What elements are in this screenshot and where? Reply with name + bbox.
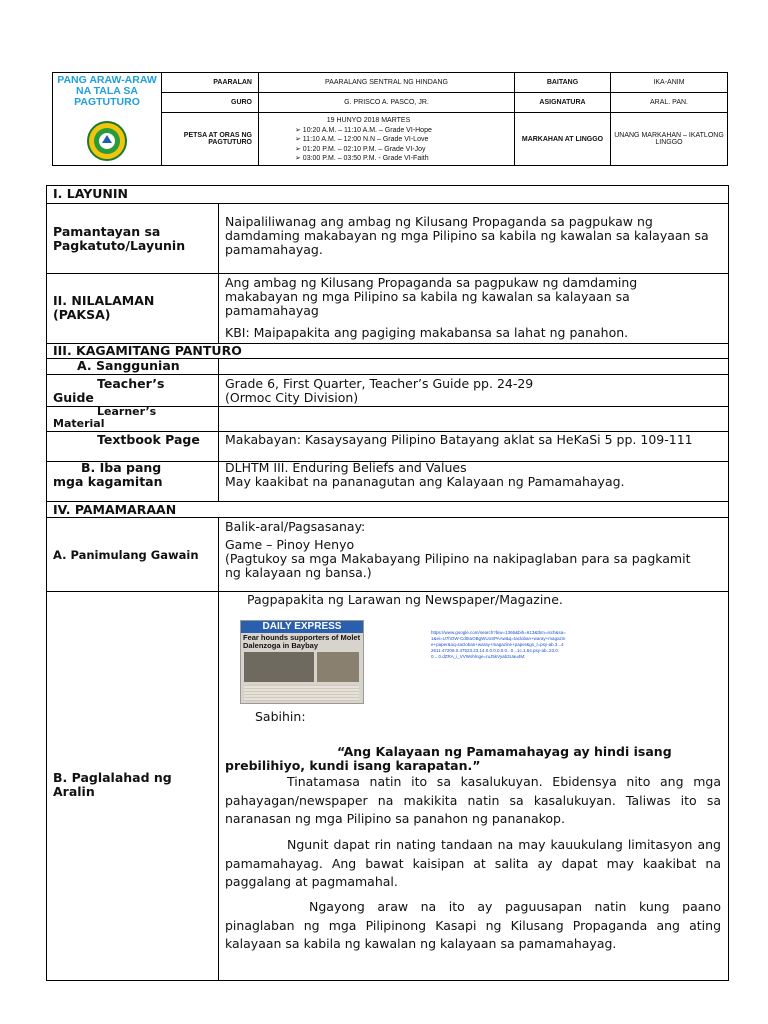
- row-panimulang-gawain: [47, 518, 728, 592]
- teachers-text: Grade 6, First Quarter, Teacher’s Guide pp. 24-29: [225, 376, 534, 391]
- row-paglalahad: [47, 592, 728, 980]
- row-sanggunian: [47, 359, 728, 375]
- kbi-text: KBI: Maipapakita ang pagiging makabansa sa lahat ng panahon.: [225, 325, 629, 340]
- game-text: Game – Pinoy Henyo: [225, 537, 355, 552]
- iba-text-dlhtm: DLHTM III. Enduring Beliefs and Values: [225, 460, 467, 475]
- petsa-label: PETSA AT ORAS NG PAGTUTURO: [161, 113, 259, 165]
- schedule-item: ➢ 10:20 A.M. – 11:10 A.M. – Grade VI-Hope: [295, 126, 432, 134]
- row-pamamaraan: [47, 502, 728, 518]
- section-heading-kagamitan: III. KAGAMITANG PANTURO: [53, 343, 242, 358]
- nilalaman-text: Ang ambag ng Kilusang Propaganda sa pagpukaw ng damdaming makabayan ng mga Pilipino sa kabila ng kawalan sa kalayaan sa pamamahayag: [225, 275, 638, 318]
- newspaper-photo: [317, 652, 359, 682]
- schedule-cell: [259, 113, 515, 165]
- learners-empty-cell: [219, 407, 728, 431]
- image-source-link[interactable]: https://www.google.com/search?biw=1366&bih=613&tbm=isch&sa=1&ei=U7hOW-Cd0IaOBgWUoSPAAw&q=tacloban+waray+magazine+paper&oq=tacloban+waray+magazine+paper&gs_l=psy-ab.3...42611.47208.0.47523.23.14.0.0.0.0.0.0...0...1c.1.64.psy-ab..23.0.0....0.dZRA_i_VVWohlnge=ruJ5kVyab3Uau4M:: [431, 630, 566, 659]
- paglalahad-label: B. Paglalahad ng Aralin: [53, 770, 172, 799]
- learners-label: Learner’s Material: [53, 405, 157, 430]
- nilalaman-label-cell: [47, 274, 219, 343]
- nilalaman-label: II. NILALAMAN (PAKSA): [53, 293, 155, 322]
- textbook-text: Makabayan: Kasaysayang Pilipino Batayang aklat sa HeKaSi 5 pp. 109-111: [225, 432, 693, 447]
- pamantayan-label: Pamantayan sa Pagkatuto/Layunin: [53, 223, 186, 253]
- guro-value: G. PRISCO A. PASCO, JR.: [259, 93, 515, 112]
- asignatura-label: ASIGNATURA: [515, 93, 611, 112]
- section-heading-layunin: I. LAYUNIN: [53, 186, 128, 201]
- paragraph-ngunit: Ngunit dapat rin nating tandaan na may kauukulang limitasyon ang pamamahayag. Ang bawat kaisipan at salita ay dapat may kaakibat na paggalang at pagmamahal.: [225, 837, 721, 889]
- sanggunian-cell: [47, 359, 219, 374]
- teachers-text-division: (Ormoc City Division): [225, 390, 359, 405]
- header-table: [52, 72, 728, 166]
- row-kagamitan: [47, 344, 728, 359]
- newspaper-photo: [244, 652, 314, 682]
- logo-title: PANG ARAW-ARAW NA TALA SA PAGTUTURO: [57, 74, 157, 108]
- textbook-text-cell: [219, 432, 728, 461]
- asignatura-value: ARAL. PAN.: [650, 99, 688, 106]
- paaralan-label: PAARALAN: [161, 73, 259, 92]
- schedule-item: ➢ 01:20 P.M. – 02:10 P.M. – Grade VI-Joy: [295, 145, 426, 153]
- markahan-label: MARKAHAN AT LINGGO: [515, 113, 611, 165]
- teachers-label: Teacher’s Guide: [53, 376, 165, 405]
- textbook-label-cell: [47, 432, 219, 461]
- schedule-item: ➢ 11:10 A.M. – 12:00 N.N – Grade VI-Love: [295, 136, 429, 143]
- schedule-item: ➢ 03:00 P.M. – 03:50 P.M. - Grade VI-Faith: [295, 155, 429, 162]
- lesson-plan-table: [46, 185, 729, 981]
- iba-text-cell: [219, 462, 728, 501]
- paglalahad-label-cell: [47, 592, 219, 980]
- paaralan-value: PAARALANG SENTRAL NG HINDANG: [259, 73, 515, 92]
- teachers-label-cell: [47, 375, 219, 406]
- balik-aral-text: Balik-aral/Pagsasanay:: [225, 519, 366, 534]
- pamantayan-text: Naipaliliwanag ang ambag ng Kilusang Propaganda sa pagpukaw ng damdaming makabayan ng mga Pilipino sa kabila ng kawalan sa kalayaan sa pamamahayag.: [225, 214, 709, 257]
- row-iba-pang-kagamitan: [47, 462, 728, 502]
- panimula-label-cell: [47, 518, 219, 591]
- pagtukoy-text: (Pagtukoy sa mga Makabayang Pilipino na nakipaglaban para sa pagkamit ng kalayaan ng bansa.): [225, 551, 691, 580]
- quote-text: “Ang Kalayaan ng Pamamahayag ay hindi isang prebilihiyo, kundi isang karapatan.”: [225, 744, 672, 773]
- learners-label-cell: [47, 407, 219, 431]
- row-learners-material: [47, 407, 728, 432]
- petsa-date: 19 HUNYO 2018 MARTES: [326, 117, 411, 124]
- sanggunian-empty-cell: [219, 359, 728, 374]
- header-row-petsa: [161, 113, 727, 165]
- teachers-text-cell: [219, 375, 728, 406]
- header-row-paaralan: [161, 73, 727, 93]
- row-teachers-guide: [47, 375, 728, 407]
- panimula-text-cell: [219, 518, 728, 591]
- iba-label: B. Iba pang mga kagamitan: [53, 460, 163, 489]
- pamantayan-label-cell: [47, 204, 219, 273]
- paragraph-ngayong-araw: Ngayong araw na ito ay paguusapan natin kung paano pinaglaban ng mga Pilipinong Kasapi ng Kilusang Propaganda ang ating kalayaan sa kabila ng kawalan ng kalayaan sa pamamahayag.: [225, 899, 721, 951]
- newspaper-body-text: [244, 685, 359, 701]
- paglalahad-text-cell: [219, 592, 728, 980]
- sanggunian-label: A. Sanggunian: [77, 358, 180, 373]
- row-pamantayan: [47, 204, 728, 274]
- baitang-value: IKA-ANIM: [653, 79, 685, 86]
- newspaper-masthead: DAILY EXPRESS: [241, 621, 363, 633]
- row-textbook: [47, 432, 728, 462]
- newspaper-headline: Fear hounds supporters of Molet Dalenzoga in Baybay: [243, 633, 361, 650]
- row-nilalaman: [47, 274, 728, 344]
- logo-cell: [53, 73, 162, 165]
- row-layunin: [47, 186, 728, 204]
- pamantayan-text-cell: [219, 204, 728, 273]
- header-row-guro: [161, 93, 727, 113]
- guro-label: GURO: [161, 93, 259, 112]
- nilalaman-text-cell: [219, 274, 728, 343]
- sabihin-text: Sabihin:: [255, 709, 306, 724]
- iba-label-cell: [47, 462, 219, 501]
- baitang-label: BAITANG: [515, 73, 611, 92]
- section-heading-pamamaraan: IV. PAMAMARAAN: [53, 502, 177, 517]
- iba-text-kalayaan: May kaakibat na pananagutan ang Kalayaan ng Pamamahayag.: [225, 474, 625, 489]
- paragraph-tinatamasa: Tinatamasa natin ito sa kasalukuyan. Ebidensya nito ang mga pahayagan/newspaper na makikita natin sa kasalukuyan. Taliwas ito sa naranasan ng mga Pilipino sa panahon ng pananakop.: [225, 774, 721, 826]
- school-seal-icon: [87, 121, 127, 161]
- pagpapakita-text: Pagpapakita ng Larawan ng Newspaper/Magazine.: [247, 592, 563, 607]
- newspaper-image: [240, 620, 364, 704]
- textbook-label: Textbook Page: [97, 432, 200, 447]
- panimula-label: A. Panimulang Gawain: [53, 547, 199, 562]
- markahan-value: UNANG MARKAHAN – IKATLONG LINGGO: [614, 132, 724, 146]
